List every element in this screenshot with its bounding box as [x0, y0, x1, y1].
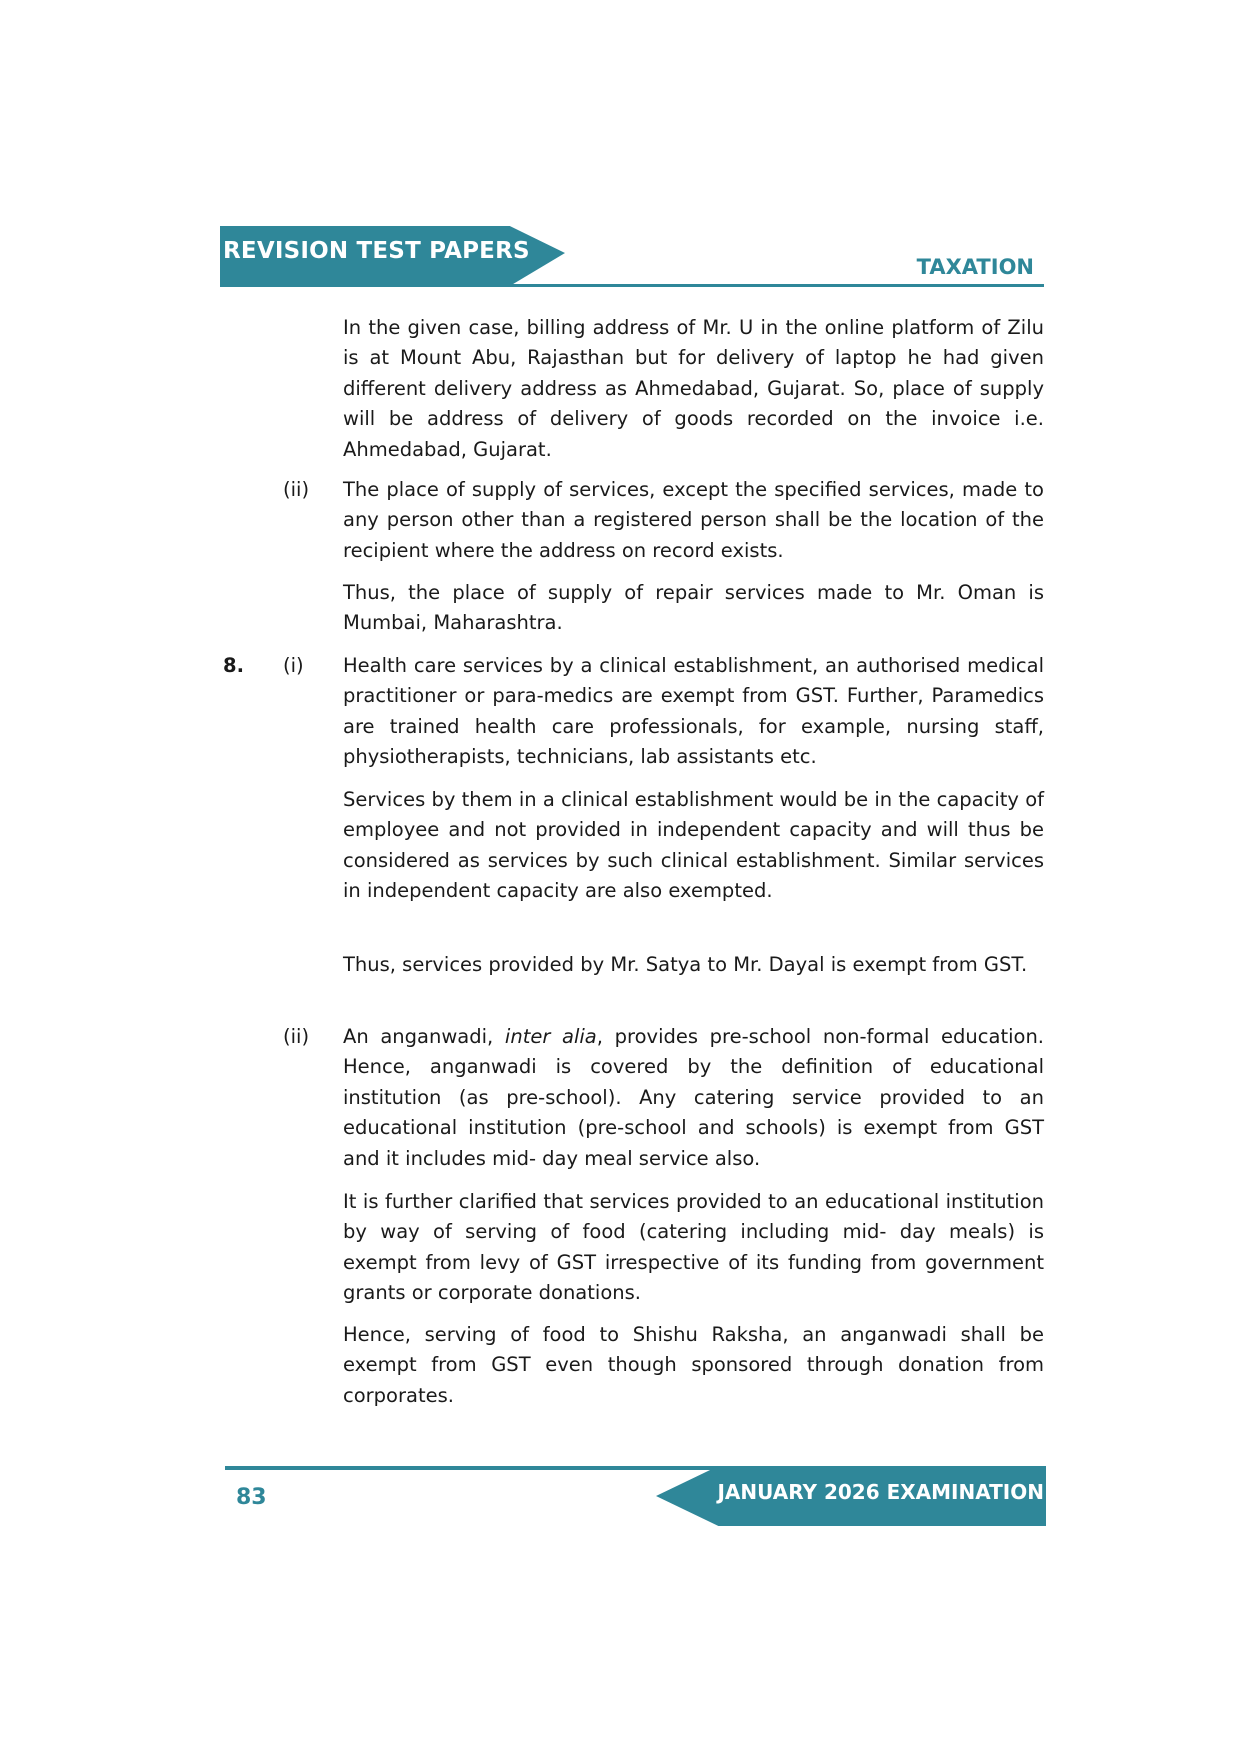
q8-ii-paragraph-3: Hence, serving of food to Shishu Raksha, an anganwadi shall be exempt from GST even though sponsored through donation from corporates.: [343, 1323, 1044, 1407]
q8-ii-label: (ii): [283, 1025, 310, 1048]
q8-ii-paragraph-1: [343, 1022, 1044, 1174]
footer-exam-title: JANUARY 2026 EXAMINATION: [717, 1480, 1044, 1504]
question-number-8: 8.: [223, 654, 244, 677]
q8-ii-paragraph-2: It is further clarified that services provided to an educational institution by way of serving of food (catering including mid- day meals) is exempt from levy of GST irrespective of its funding from government grants or corporate donations.: [343, 1190, 1044, 1305]
page-number: 83: [236, 1485, 267, 1510]
q8-ii-p1-rest: , provides pre-school non-formal education. Hence, anganwadi is covered by the definition of educational institution (as pre-school). Any catering service provided to an educational institution (pre-school and schools) is exempt from GST and it includes mid- day meal service also.: [343, 1025, 1044, 1170]
q8-ii-p1-start: An anganwadi,: [343, 1025, 494, 1048]
q7-ii-label: (ii): [283, 478, 310, 501]
q8-i-paragraph-2: Services by them in a clinical establishment would be in the capacity of employee and not provided in independent capacity and will thus be considered as services by such clinical establishment. Similar services in independent capacity are also exempted.: [343, 788, 1044, 903]
header-subject: TAXATION: [916, 255, 1034, 279]
q7-ii-paragraph-2: Thus, the place of supply of repair services made to Mr. Oman is Mumbai, Maharashtra.: [343, 581, 1044, 635]
header-rule: [220, 284, 1044, 287]
header-banner-title: REVISION TEST PAPERS: [223, 238, 530, 264]
q8-ii-p1-italic: inter alia: [504, 1025, 597, 1048]
q8-i-paragraph-1: Health care services by a clinical establishment, an authorised medical practitioner or para-medics are exempt from GST. Further, Paramedics are trained health care professionals, for example, nursing staff, physiotherapists, technicians, lab assistants etc.: [343, 654, 1044, 769]
q8-i-label: (i): [283, 654, 304, 677]
paragraph-intro: In the given case, billing address of Mr. U in the online platform of Zilu is at Mount Abu, Rajasthan but for delivery of laptop he had given different delivery address as Ahmedabad, Gujarat. So, place of supply will be address of delivery of goods recorded on the invoice i.e. Ahmedabad, Gujarat.: [343, 316, 1044, 461]
q8-i-paragraph-3: Thus, services provided by Mr. Satya to Mr. Dayal is exempt from GST.: [343, 953, 1028, 976]
q7-ii-paragraph-1: The place of supply of services, except the specified services, made to any person other than a registered person shall be the location of the recipient where the address on record exists.: [343, 478, 1044, 562]
